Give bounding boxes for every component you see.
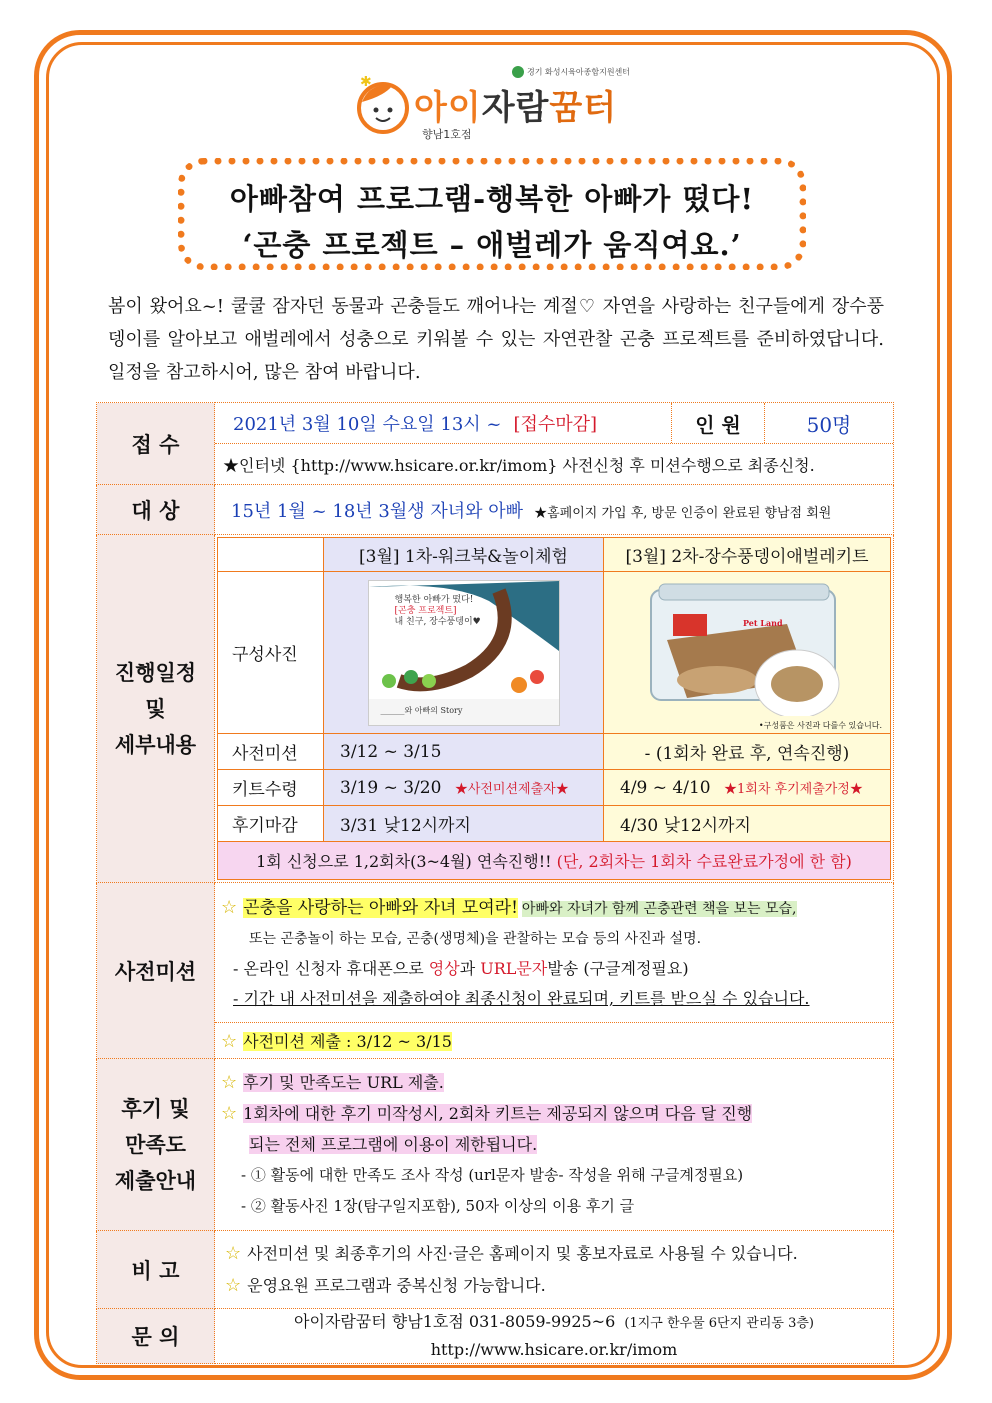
- remarks-head: 비 고: [97, 1231, 215, 1309]
- schedule-table: [217, 537, 891, 880]
- reception-closed: [접수마감]: [513, 414, 598, 435]
- schedule-head-1: 진행일정: [114, 659, 197, 685]
- schedule-row-review: 후기마감 3/31 낮12시까지 4/30 낮12시까지: [218, 806, 891, 842]
- kit-image: [647, 580, 847, 716]
- contact-url[interactable]: http://www.hsicare.or.kr/imom: [430, 1340, 678, 1359]
- logo-name: 아이자람꿈터: [414, 88, 618, 128]
- star-icon: ☆: [225, 1242, 242, 1264]
- title-line-1: 아빠참여 프로그램-행복한 아빠가 떴다!: [229, 182, 755, 216]
- contact-head: 문 의: [97, 1309, 215, 1364]
- schedule-row-kit: 키트수령 3/19 ~ 3/20 ★사전미션제출자★ 4/9 ~ 4/10 ★1회차 후기제출가정★: [218, 770, 891, 806]
- star-icon: ☆: [221, 897, 238, 918]
- schedule-row: [97, 535, 894, 883]
- target-text: 15년 1월 ~ 18년 3월생 자녀와 아빠: [231, 500, 524, 522]
- insect-kit-icon: [647, 580, 847, 716]
- book-text-2: [곤충 프로젝트]: [394, 605, 457, 616]
- contact-row: 문 의 아이자람꿈터 향남1호점 031-8059-9925~6 (1지구 한우물 6단지 관리동 3층) http://www.hsicare.or.kr/imom: [97, 1309, 894, 1364]
- book-text-1: 행복한 아빠가 떴다!: [394, 594, 474, 605]
- child-face-icon: [354, 76, 412, 134]
- svg-text:✱: ✱: [360, 76, 372, 90]
- capacity-label: 인 원: [671, 403, 764, 443]
- org-logo-icon: [512, 66, 524, 78]
- remarks-row: 비 고 ☆ 사전미션 및 최종후기의 사진·글은 홈페이지 및 홍보자료로 사용될 수 있습니다. ☆ 운영요원 프로그램과 중복신청 가능합니다.: [97, 1231, 894, 1309]
- workbook-image: [368, 580, 560, 726]
- book-footer: ______와 아빠의 Story: [380, 705, 463, 715]
- title-line-2: ‘곤충 프로젝트 – 애벌레가 움직여요.’: [242, 228, 742, 262]
- mission-head: 사전미션: [97, 883, 215, 1059]
- org-name: 경기 화성시육아종합지원센터: [512, 66, 630, 78]
- title-box: [178, 158, 806, 270]
- target-note: ★홈페이지 가입 후, 방문 인증이 완료된 향남점 회원: [534, 505, 832, 521]
- star-icon: ☆: [225, 1274, 242, 1296]
- reception-row: [97, 403, 894, 485]
- reception-head: 접 수: [97, 403, 215, 485]
- star-icon: ☆: [221, 1103, 238, 1124]
- logo-branch: 향남1호점: [422, 128, 472, 141]
- mission-submit: 사전미션 제출 : 3/12 ~ 3/15: [243, 1032, 452, 1051]
- target-row: [97, 485, 894, 535]
- col-header-2: [3월] 2차-장수풍뎅이애벌레키트: [604, 538, 891, 572]
- photo-label: 구성사진: [218, 572, 324, 734]
- col-header-1: [3월] 1차-워크북&놀이체험: [324, 538, 604, 572]
- kit-brand: Pet Land: [743, 617, 783, 628]
- target-head: 대 상: [97, 485, 215, 535]
- star-icon: ☆: [221, 1031, 238, 1052]
- reception-date: 2021년 3월 10일 수요일 13시 ~: [233, 414, 502, 435]
- schedule-head-3: 세부내용: [114, 731, 197, 757]
- intro-paragraph: 봄이 왔어요~! 쿨쿨 잠자던 동물과 곤충들도 깨어나는 계절♡ 자연을 사랑하는 친구들에게 장수풍뎅이를 알아보고 애벌레에서 성충으로 키워볼 수 있는 자연관찰 곤충 프로젝트를 준비하였답니다. 일정을 참고하시어, 많은 참여 바랍니다.: [108, 296, 884, 383]
- schedule-footer: 1회 신청으로 1,2회차(3~4월) 연속진행!! (단, 2회차는 1회차 수료완료가정에 한 함): [218, 842, 891, 880]
- book-text-3: 내 친구, 장수풍뎅이♥: [394, 616, 481, 627]
- info-table: [96, 402, 894, 1364]
- mission-row: 사전미션 ☆ 곤충을 사랑하는 아빠와 자녀 모여라! 아빠와 자녀가 함께 곤충관련 책을 보는 모습, 또는 곤충놀이 하는 모습, 곤충(생명체)을 관찰하는 모습 등의 사진과 설명. - 온라인 신청자 휴대폰으로 영상과 URL문자발송 (구글계정필요) - 기간 내 사전미션을 제출하여야 최종신청이 완료되며, 키트를 받으실 수 있습니다. ☆ 사전미션 제출 : 3/12 ~ 3/15: [97, 883, 894, 1059]
- schedule-row-mission: 사전미션 3/12 ~ 3/15 - (1회차 완료 후, 연속진행): [218, 734, 891, 770]
- capacity-value: 50명: [764, 403, 893, 443]
- photo-note: •구성품은 사진과 다를수 있습니다.: [758, 721, 882, 730]
- star-icon: ☆: [221, 1072, 238, 1093]
- reception-note: ★인터넷 {http://www.hsicare.or.kr/imom} 사전신청 후 미션수행으로 최종신청.: [223, 455, 815, 475]
- logo: [352, 60, 652, 140]
- schedule-head-2: 및: [145, 695, 166, 721]
- review-row: 후기 및 만족도 제출안내 ☆ 후기 및 만족도는 URL 제출. ☆ 1회차에 대한 후기 미작성시, 2회차 키트는 제공되지 않으며 다음 달 진행 되는 전체 프로그램에 이용이 제한됩니다. - ① 활동에 대한 만족도 조사 작성 (url문자 발송- 작성을 위해 구글계정필요) - ② 활동사진 1장(탐구일지포함), 50자 이상의 이용 후기 글: [97, 1059, 894, 1231]
